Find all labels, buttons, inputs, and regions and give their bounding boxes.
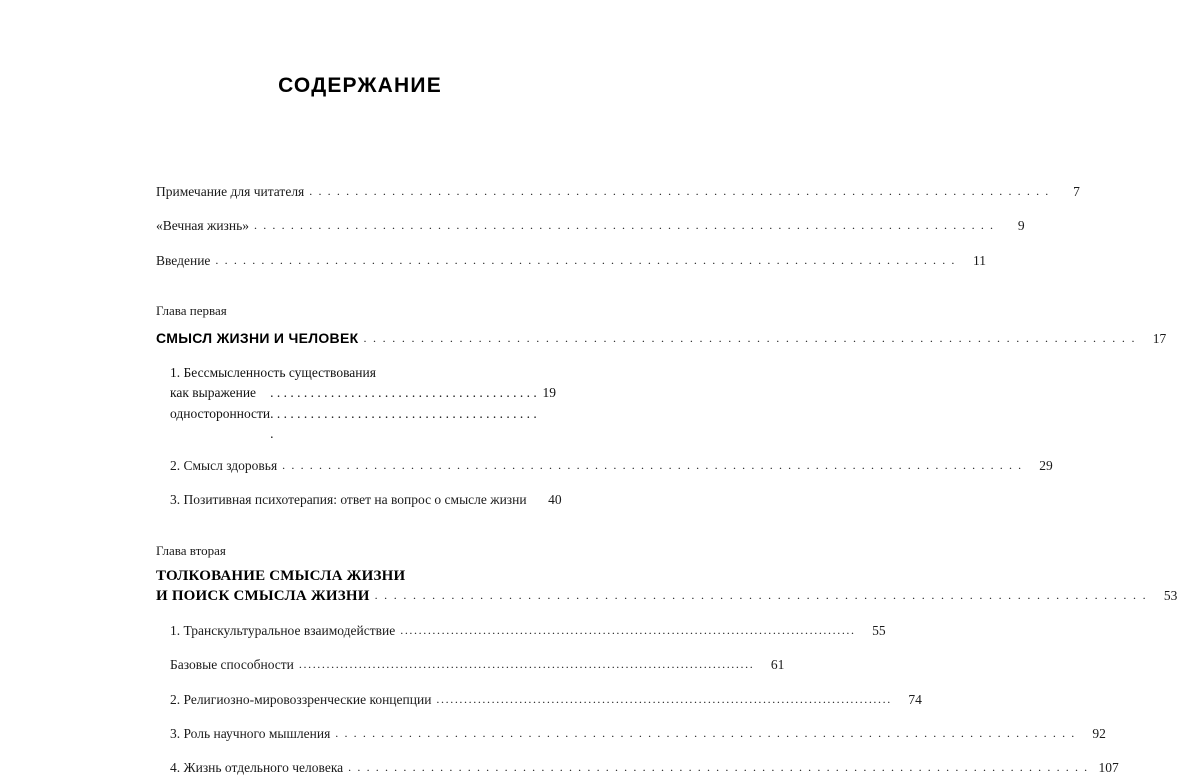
leader-dots: . . . . . . . . . . . . . . . . . . . . . . . . . . . . . . . . . . . . . . . . . . . . . . . . . . . . . . . . . . . . . . . . . . . . . . . . . . . . . . . . . <box>215 252 957 267</box>
toc-entry-label: «Вечная жизнь» <box>156 218 250 234</box>
chapter-page: 17 <box>1152 330 1167 346</box>
toc-entry-label: Базовые способности <box>170 657 294 673</box>
chapter-title-line2: И ПОИСК СМЫСЛА ЖИЗНИ <box>156 587 370 604</box>
leader-dots: . . . . . . . . . . . . . . . . . . . . . . . . . . . . . . . . . . . . . . . . . . . . . . . . . . . . . . . . . . . . . . . . . . . . . . . . . . . . . . . . . <box>282 458 1023 472</box>
leader-dots: . . . . . . . . . . . . . . . . . . . . . . . . . . . . . . . . . . . . . . . . . . . . . . . . . . . . . . . . . . . . . . . . . . . . . . . . . . . . . . . . . <box>309 184 1050 198</box>
toc-entry-label: 1. Транскультуральное взаимодействие <box>170 623 396 638</box>
toc-entry-label: 3. Роль научного мышления <box>170 725 331 741</box>
toc-entry[interactable] <box>156 690 922 710</box>
chapter-page: 53 <box>1163 587 1177 603</box>
toc-entry-label: 3. Позитивная психотерапия: ответ на вопрос о смысле жизни <box>170 492 527 508</box>
chapter-title-line1: ТОЛКОВАНИЕ СМЫСЛА ЖИЗНИ <box>156 567 406 584</box>
spacer <box>156 712 556 724</box>
toc-entry[interactable] <box>156 621 886 641</box>
spacer <box>156 678 556 690</box>
toc-entry-page: 29 <box>1039 458 1053 473</box>
toc-entry[interactable] <box>156 363 556 444</box>
chapter-label: Глава вторая <box>156 542 226 558</box>
spacer <box>156 273 556 303</box>
spacer <box>156 643 556 655</box>
leader-dots: ................................................................................................... <box>298 657 755 672</box>
leader-dots: . . . . . . . . . . . . . . . . . . . . . . . . . . . . . . . . . . . . . . . . . . . . . . . . . . . . . . . . . . . . . . . . . . . . . . . . . . . . . . . . . <box>254 218 995 233</box>
toc-entry-label-line2: как выражение односторонности <box>170 385 271 421</box>
spacer <box>156 444 556 456</box>
chapter-label: Глава первая <box>156 302 227 318</box>
toc-entry[interactable] <box>156 490 562 510</box>
toc-entry-page: 55 <box>872 623 886 638</box>
toc-entry-page: 92 <box>1092 725 1106 741</box>
toc-entry-page: 11 <box>973 252 987 268</box>
chapter-title: СМЫСЛ ЖИЗНИ И ЧЕЛОВЕК <box>156 329 359 346</box>
toc-list <box>156 182 1177 780</box>
leader-dots: ................................................................................................... <box>400 623 856 637</box>
toc-entry[interactable] <box>156 182 1080 202</box>
page-title: СОДЕРЖАНИЕ <box>278 74 442 97</box>
toc-entry[interactable] <box>156 456 1053 476</box>
toc-entry-page: 40 <box>548 492 562 508</box>
toc-entry[interactable] <box>156 216 1025 236</box>
chapter-entry[interactable] <box>156 328 1167 349</box>
toc-entry[interactable] <box>156 724 1106 744</box>
toc-entry-page: 61 <box>770 657 785 673</box>
spacer <box>156 204 556 216</box>
spacer <box>156 351 556 363</box>
toc-entry-label: 2. Смысл здоровья <box>170 458 278 473</box>
leader-dots: . . . . . . . . . . . . . . . . . . . . . . . . . . . . . . . . . . . . . . . . . . . . . . . . . . . . . . . . . . . . . . . . . . . . . . . . . . . . . . . . . <box>363 330 1137 345</box>
toc-entry-page: 107 <box>1098 760 1119 775</box>
toc-entry-label: Примечание для читателя <box>156 184 305 199</box>
toc-entry-label: Введение <box>156 252 211 268</box>
spacer <box>156 609 556 621</box>
chapter-entry[interactable] <box>156 585 1177 608</box>
spacer <box>156 513 556 543</box>
toc-entry-page: 9 <box>1017 218 1025 234</box>
leader-dots: ................................................................................................... <box>436 691 892 706</box>
toc-entry-label: 2. Религиозно-мировоззренческие концепции <box>170 691 432 707</box>
toc-entry-page: 7 <box>1073 184 1080 199</box>
toc-entry[interactable] <box>156 655 785 675</box>
spacer <box>156 239 556 251</box>
leader-dots: . . . . . . . . . . . . . . . . . . . . . . . . . . . . . . . . . . . . . . . . . . . . . . . . . . . . . . . . . . . . . . . . . . . . . . . . . . . . . . . . . <box>348 760 1089 774</box>
leader-dots: . . . . . . . . . . . . . . . . . . . . . . . . . . . . . . . . . . . . . . . . . . . . . . . . . . . . . . . . . . . . . . . . . . . . . . . . . . . . . . . . . <box>335 725 1076 740</box>
toc-entry-label-line1: 1. Бессмысленность существования <box>170 365 376 380</box>
spacer <box>156 746 556 758</box>
leader-dots: . . . . . . . . . . . . . . . . . . . . . . . . . . . . . . . . . . . . . . . . . . . . . . . . . . . . . . . . . . . . . . . . . . . . . . . . . . . . . . . . . <box>374 587 1148 602</box>
toc-entry[interactable] <box>156 758 1119 778</box>
toc-entry-page: 74 <box>908 691 922 707</box>
leader-dots: . . . . . . . . . . . . . . . . . . . . . . . . . . . . . . . . . . . . . . . . . . . . . . . . . . . . . . . . . . . . . . . . . . . . . . . . . . . . . . . . . <box>270 385 537 441</box>
toc-entry-label: 4. Жизнь отдельного человека <box>170 760 344 775</box>
toc-entry-page: 19 <box>542 385 556 401</box>
toc-entry[interactable] <box>156 251 987 271</box>
spacer <box>156 478 556 490</box>
